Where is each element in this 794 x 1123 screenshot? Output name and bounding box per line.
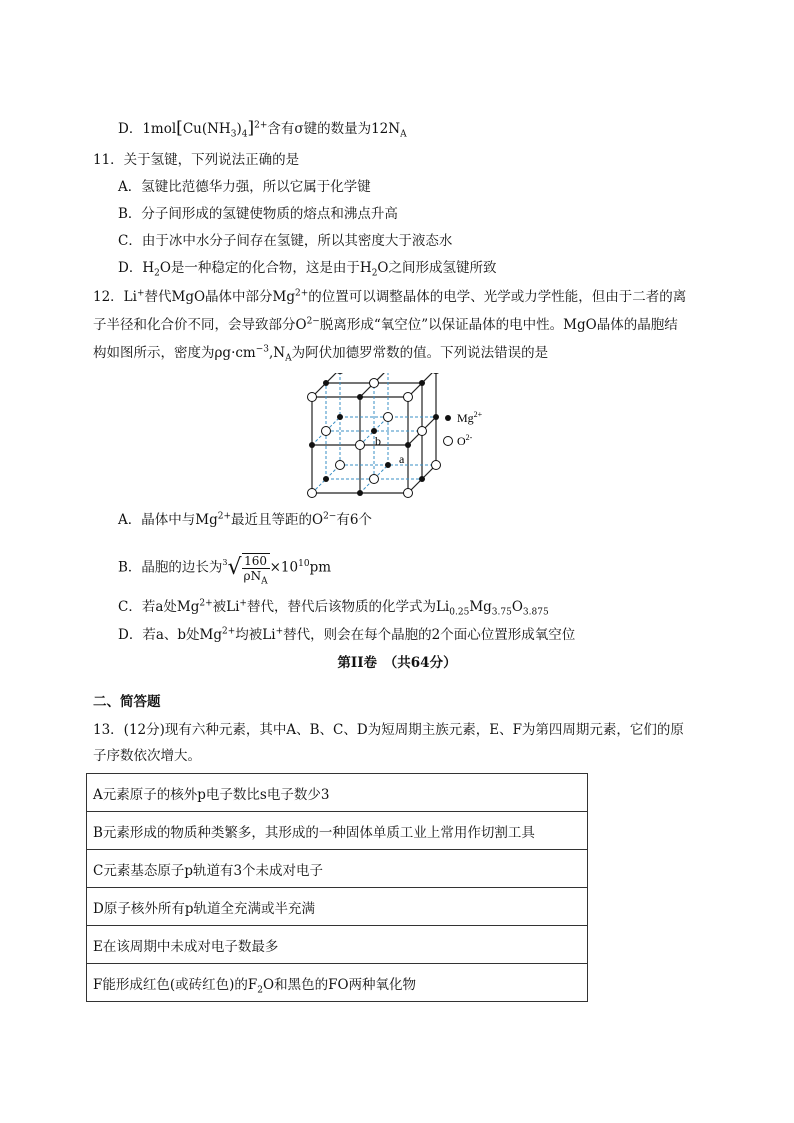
option-text: 替代，则会在每个晶胞的2个面心位置形成氧空位 <box>283 627 576 643</box>
oxide-ion <box>370 475 379 484</box>
label-b: b <box>375 434 381 448</box>
option-text: D．若a、b处Mg <box>118 627 222 643</box>
superscript: −3 <box>255 344 270 355</box>
option-text: D．1mol <box>118 121 177 137</box>
option-text: ×10 <box>269 559 299 576</box>
magnesium-ion <box>323 476 329 482</box>
q12-stem-line1 <box>93 287 686 307</box>
option-text: pm <box>309 559 332 576</box>
magnesium-ion <box>309 442 315 448</box>
subscript: 4 <box>241 129 248 140</box>
magnesium-ion <box>357 490 363 496</box>
subscript: 2 <box>257 985 264 996</box>
magnesium-ion <box>323 380 329 386</box>
oxide-ion <box>308 393 317 402</box>
subscript: A <box>261 576 268 587</box>
label-a: a <box>399 452 405 466</box>
superscript: + <box>275 626 284 637</box>
option-text: A．晶体中与Mg <box>118 512 218 528</box>
oxide-ion <box>336 373 345 374</box>
table-row <box>87 812 588 850</box>
q10-option-d: D．$1mol[Cu(NH_3)_4]^{2+}$含有σ键的数量为$12N_A$ <box>118 118 407 140</box>
fraction-denominator: ρN <box>243 569 262 583</box>
legend-mg-marker <box>445 415 451 421</box>
q12-stem-line2 <box>93 315 678 335</box>
cell-text: F能形成红色(或砖红色)的F <box>93 976 258 993</box>
option-text: C．若a处Mg <box>118 599 200 615</box>
cell-text: O和黑色的FO两种氧化物 <box>263 976 417 993</box>
table-row <box>87 774 588 812</box>
table-cell: D原子核外所有p轨道全充满或半充满 <box>87 888 588 926</box>
oxide-ion <box>384 413 393 422</box>
superscript: 10 <box>298 559 310 569</box>
superscript: 2+ <box>295 288 309 299</box>
magnesium-ion <box>419 476 425 482</box>
cube-root: $^3$√ $\frac{160}{\rho N_A}$ <box>222 554 268 587</box>
legend-o-label: $O^{2-}$ <box>457 433 473 448</box>
q12-option-c <box>118 597 549 617</box>
table-row <box>87 964 588 1002</box>
magnesium-ion <box>405 442 411 448</box>
table-cell: A元素原子的核外p电子数比s电子数少3 <box>87 774 588 812</box>
oxide-ion <box>418 427 427 436</box>
table-cell: B元素形成的物质种类繁多，其形成的一种固体单质工业上常用作切割工具 <box>87 812 588 850</box>
table-cell: E在该周期中未成对电子数最多 <box>87 926 588 964</box>
option-text: B．晶胞的边长为 <box>118 559 223 576</box>
oxide-ion <box>308 489 317 498</box>
option-text: D．H <box>118 260 155 276</box>
table-row <box>87 926 588 964</box>
option-text: O <box>511 599 523 615</box>
oxide-ion <box>432 461 441 470</box>
formula-text: ) <box>236 121 242 137</box>
table-cell: C元素基态原子p轨道有3个未成对电子 <box>87 850 588 888</box>
subscript: 3 <box>230 129 237 140</box>
stem-text: 为阿伏加德罗常数的值。下列说法错误的是 <box>291 345 549 361</box>
oxide-ion <box>322 427 331 436</box>
stem-text: 构如图所示，密度为ρg·cm <box>93 345 256 361</box>
stem-text: ,N <box>269 345 286 361</box>
superscript: + <box>136 288 145 299</box>
option-text: 被Li <box>212 599 240 615</box>
superscript: 2− <box>323 511 337 522</box>
superscript: 2+ <box>199 598 213 609</box>
superscript: 2− <box>306 316 320 327</box>
element-info-table <box>86 773 588 1002</box>
subscript: A <box>400 129 407 140</box>
superscript: 2+ <box>217 511 231 522</box>
option-text: 替代，替代后该物质的化学式为Li <box>246 599 450 615</box>
q12-option-a <box>118 510 372 530</box>
crystal-cell-figure <box>302 373 502 503</box>
q11-option-a: A．氢键比范德华力强，所以它属于化学键 <box>118 179 371 195</box>
option-text: 含有σ键的数量为12N <box>267 121 401 137</box>
stem-text: 脱离形成“氧空位”以保证晶体的电中性。MgO晶体的晶胞结 <box>319 317 678 333</box>
root-index: 3 <box>222 558 228 567</box>
subscript: 3.75 <box>491 607 512 618</box>
stem-text: 12．Li <box>93 289 137 305</box>
option-text: O之间形成氢键所致 <box>377 260 497 276</box>
oxide-ion <box>356 441 365 450</box>
option-text: 有6个 <box>336 512 372 528</box>
table-row <box>87 850 588 888</box>
superscript: 2+ <box>221 626 236 637</box>
q13-stem-line2: 子序数依次增大。 <box>93 748 201 764</box>
subscript: 2 <box>371 268 378 279</box>
q11-option-c: C．由于冰中水分子间存在氢键，所以其密度大于液态水 <box>118 233 453 249</box>
stem-text: 的位置可以调整晶体的电学、光学或力学性能，但由于二者的离 <box>308 289 687 305</box>
legend-mg-label: $Mg^{2+}$ <box>457 410 483 425</box>
q11-option-d <box>118 258 497 278</box>
superscript: 2+ <box>254 120 268 131</box>
q12-stem-line3 <box>93 343 548 363</box>
fraction-numerator: 160 <box>242 554 270 569</box>
magnesium-ion <box>419 380 425 386</box>
q13-stem-line1: 13．(12分)现有六种元素，其中A、B、C、D为短周期主族元素，E、F为第四周期元素，它们的原 <box>93 722 684 738</box>
section-title: 第II卷 （共64分） <box>337 655 457 671</box>
magnesium-ion <box>433 414 439 420</box>
section-heading: 二、简答题 <box>93 694 161 710</box>
option-text: 最近且等距的O <box>231 512 324 528</box>
oxide-ion <box>404 393 413 402</box>
oxide-ion <box>336 461 345 470</box>
magnesium-ion <box>337 414 343 420</box>
legend-o-marker <box>444 437 453 446</box>
subscript: 2 <box>154 268 160 279</box>
option-text: 均被Li <box>235 627 276 643</box>
superscript: + <box>239 598 247 609</box>
oxide-ion <box>404 489 413 498</box>
option-text: O是一种稳定的化合物，这是由于H <box>159 260 372 276</box>
q11-stem: 11．关于氢键，下列说法正确的是 <box>93 152 300 168</box>
magnesium-ion <box>357 394 363 400</box>
subscript: 3.875 <box>522 607 549 618</box>
option-text: Mg <box>469 599 492 615</box>
oxide-ion <box>370 379 379 388</box>
formula-text: Cu(NH <box>182 121 231 137</box>
oxide-ion <box>432 373 441 374</box>
stem-text: 替代MgO晶体中部分Mg <box>144 289 296 305</box>
table-cell <box>87 964 588 1002</box>
q11-option-b: B．分子间形成的氢键使物质的熔点和沸点升高 <box>118 206 398 222</box>
subscript: A <box>285 353 292 364</box>
table-row <box>87 888 588 926</box>
subscript: 0.25 <box>449 607 470 618</box>
q12-option-d <box>118 625 575 645</box>
stem-text: 子半径和化合价不同，会导致部分O <box>93 317 307 333</box>
magnesium-ion <box>385 462 391 468</box>
q12-option-b <box>118 553 332 587</box>
